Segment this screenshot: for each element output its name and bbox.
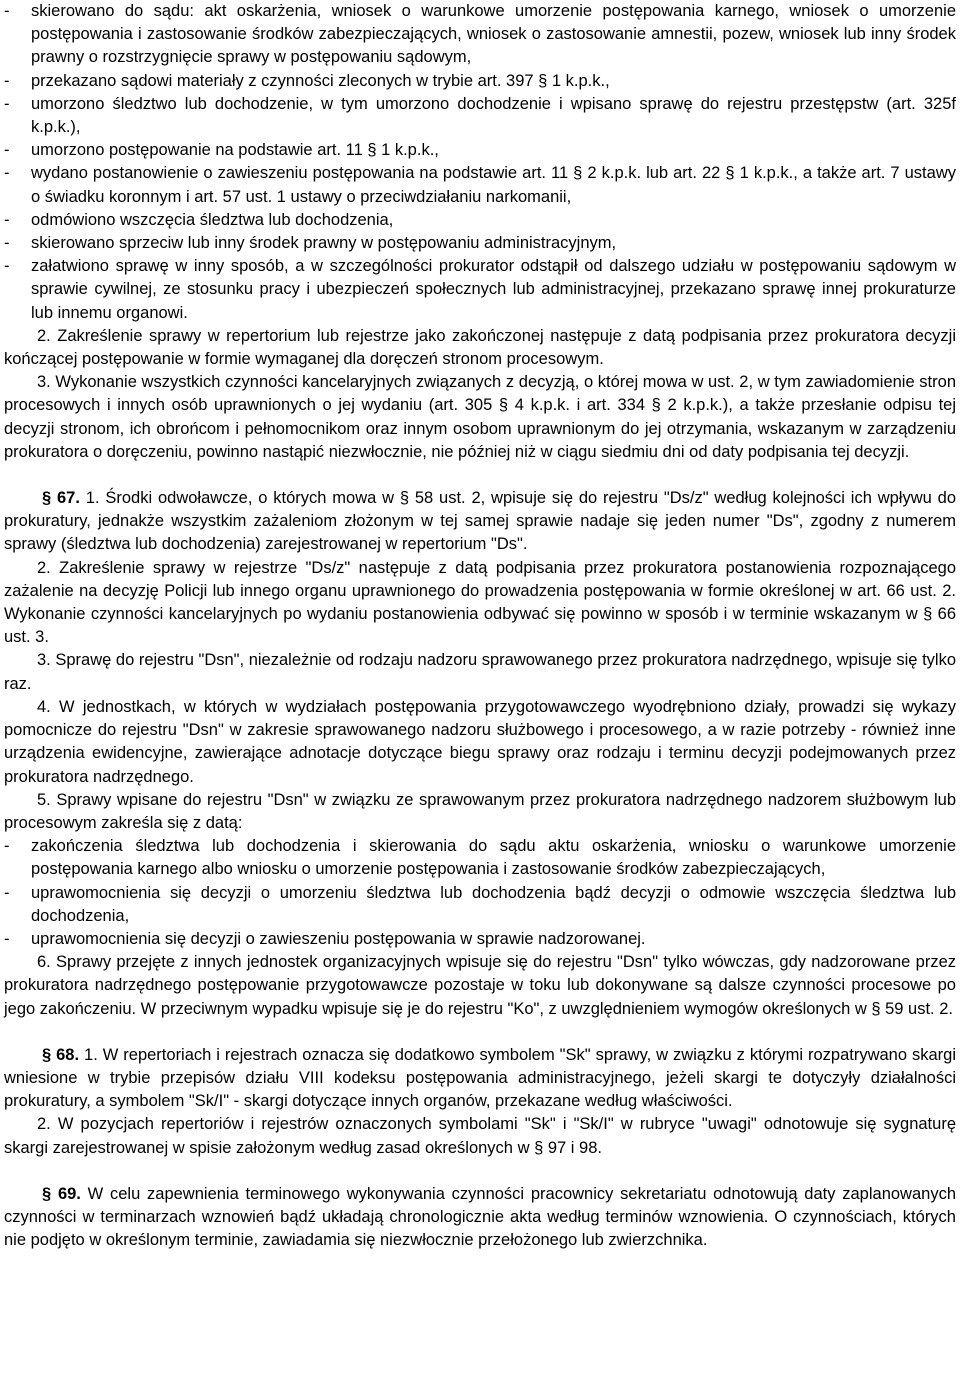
list-item-text: skierowano sprzeciw lub inny środek prawny w postępowaniu administracyjnym,	[31, 234, 617, 253]
paragraph-text: 1. Środki odwoławcze, o których mowa w § 58 ust. 2, wpisuje się do rejestru "Ds/z" według kolejności ich wpływu do prokuratury, jednakże wszystkim zażaleniom złożonym w tej samej sprawie nadaje się jeden numer "Ds", zgodny z numerem sprawy (śledztwa lub dochodzenia) zarejestrowanej w repertorium "Ds".	[4, 489, 956, 554]
section-69-paragraph-1	[4, 1183, 956, 1253]
list-item: - odmówiono wszczęcia śledztwa lub dochodzenia,	[4, 209, 956, 232]
section-number: § 69.	[42, 1184, 81, 1203]
list-item-text: odmówiono wszczęcia śledztwa lub dochodzenia,	[31, 210, 394, 229]
list-section-67	[4, 835, 956, 951]
list-item: - umorzono postępowanie na podstawie art. 11 § 1 k.p.k.,	[4, 139, 956, 162]
section-number: § 68.	[42, 1045, 80, 1064]
list-item: - uprawomocnienia się decyzji o zawieszeniu postępowania w sprawie nadzorowanej.	[4, 928, 956, 951]
section-67-paragraph-5: 5. Sprawy wpisane do rejestru "Dsn" w związku ze sprawowanym przez prokuratora nadrzędnego nadzorem służbowym lub procesowym zakreśla się z datą:	[4, 790, 956, 832]
paragraph-66-2: 2. Zakreślenie sprawy w repertorium lub rejestrze jako zakończonej następuje z datą podpisania przez prokuratora decyzji kończącej postępowanie w formie wymaganej dla doręczeń stronom procesowym.	[4, 326, 956, 369]
paragraph-text: W celu zapewnienia terminowego wykonywania czynności pracownicy sekretariatu odnotowują daty zaplanowanych czynności w terminarzach wznowień bądź układają chronologicznie akta według terminów wznowienia. O czynnościach, których nie podjęto w określonym terminie, zawiadamia się niezwłocznie przełożonego lub zwierzchnika.	[4, 1184, 956, 1250]
list-item: - zakończenia śledztwa lub dochodzenia i skierowania do sądu aktu oskarżenia, wniosku o warunkowe umorzenie postępowania karnego albo wniosku o umorzenie postępowania i zastosowanie środków zabezpieczających,	[4, 835, 956, 881]
list-item: - umorzono śledztwo lub dochodzenie, w tym umorzono dochodzenie i wpisano sprawę do rejestru przestępstw (art. 325f k.p.k.),	[4, 93, 956, 139]
list-item-text: wydano postanowienie o zawieszeniu postępowania na podstawie art. 11 § 2 k.p.k. lub art. 22 § 1 k.p.k., a także art. 7 ustawy o świadku koronnym i art. 57 ust. 1 ustawy o przeciwdziałaniu narkomanii,	[31, 164, 956, 206]
section-number: § 67.	[42, 489, 80, 508]
section-68-paragraph-2: 2. W pozycjach repertoriów i rejestrów oznaczonych symbolami "Sk" i "Sk/I" w rubryce "uwagi" odnotowuje się sygnaturę skargi zarejestrowanej w spisie założonym według zasad określonych w § 97 i 98.	[4, 1115, 956, 1157]
list-section-a	[4, 0, 956, 325]
list-item-text: uprawomocnienia się decyzji o umorzeniu śledztwa lub dochodzenia bądź decyzji o odmowie wszczęcia śledztwa lub dochodzenia,	[31, 883, 956, 925]
list-item-text: przekazano sądowi materiały z czynności zleconych w trybie art. 397 § 1 k.p.k.,	[31, 71, 610, 90]
list-item: - uprawomocnienia się decyzji o umorzeniu śledztwa lub dochodzenia bądź decyzji o odmowie wszczęcia śledztwa lub dochodzenia,	[4, 882, 956, 928]
list-item-text: zakończenia śledztwa lub dochodzenia i skierowania do sądu aktu oskarżenia, wniosku o warunkowe umorzenie postępowania karnego albo wniosku o umorzenie postępowania i zastosowanie środków zabezpieczających,	[31, 837, 956, 879]
list-item-text: załatwiono sprawę w inny sposób, a w szczególności prokurator odstąpił od dalszego udziału w postępowaniu sądowym w sprawie cywilnej, ze stosunku pracy i ubezpieczeń społecznych lub administracyjnej, przekazano sprawę innej prokuraturze lub innemu organowi.	[31, 257, 956, 322]
section-67-paragraph-1	[4, 487, 956, 557]
list-item: - skierowano sprzeciw lub inny środek prawny w postępowaniu administracyjnym,	[4, 232, 956, 255]
section-67-paragraph-4: 4. W jednostkach, w których w wydziałach postępowania przygotowawczego wyodrębniono działy, prowadzi się wykazy pomocnicze do rejestru "Dsn" w zakresie sprawowanego nadzoru służbowego i procesowego, a w razie potrzeby - również inne urządzenia ewidencyjne, zawierające adnotacje dotyczące biegu sprawy oraz rodzaju i terminu decyzji podejmowanych przez prokuratora nadrzędnego.	[4, 697, 956, 786]
section-67-paragraph-6: 6. Sprawy przejęte z innych jednostek organizacyjnych wpisuje się do rejestru "Dsn" tylko wówczas, gdy nadzorowane przez prokuratora nadrzędnego postępowanie przygotowawcze pozostaje w toku lub dokonywane są dalsze czynności procesowe po jego zakończeniu. W przeciwnym wypadku wpisuje się je do rejestru "Ko", z uwzględnieniem wymogów określonych w § 59 ust. 2.	[4, 953, 956, 1018]
list-item: - skierowano do sądu: akt oskarżenia, wniosek o warunkowe umorzenie postępowania karnego, wniosek o umorzenie postępowania i zastosowanie środków zabezpieczających, wniosek o zastosowanie amnestii, pozew, wniosek lub inny środek prawny o rozstrzygnięcie sprawy w postępowaniu sądowym,	[4, 0, 956, 70]
list-item-text: umorzono postępowanie na podstawie art. 11 § 1 k.p.k.,	[31, 141, 439, 160]
list-item: - załatwiono sprawę w inny sposób, a w szczególności prokurator odstąpił od dalszego udziału w postępowaniu sądowym w sprawie cywilnej, ze stosunku pracy i ubezpieczeń społecznych lub administracyjnej, przekazano sprawę innej prokuraturze lub innemu organowi.	[4, 255, 956, 325]
list-item-text: uprawomocnienia się decyzji o zawieszeniu postępowania w sprawie nadzorowanej.	[31, 929, 646, 948]
list-item-text: skierowano do sądu: akt oskarżenia, wniosek o warunkowe umorzenie postępowania karnego, wniosek o umorzenie postępowania i zastosowanie środków zabezpieczających, wniosek o zastosowanie amnestii, pozew, wniosek lub inny środek prawny o rozstrzygnięcie sprawy w postępowaniu sądowym,	[31, 2, 956, 67]
section-67-paragraph-2: 2. Zakreślenie sprawy w rejestrze "Ds/z" następuje z datą podpisania przez prokuratora postanowienia rozpoznającego zażalenie na decyzję Policji lub innego organu uprawnionego do prowadzenia postępowania w formie określonej w art. 66 ust. 2. Wykonanie czynności kancelaryjnych po wydaniu postanowienia odbywać się powinno w sposób i w terminie wskazanym w § 66 ust. 3.	[4, 558, 956, 647]
paragraph-66-3: 3. Wykonanie wszystkich czynności kancelaryjnych związanych z decyzją, o której mowa w ust. 2, w tym zawiadomienie stron procesowych i innych osób uprawnionych o jej wydaniu (art. 305 § 4 k.p.k. i art. 334 § 2 k.p.k.), a także przesłanie odpisu tej decyzji stronom, ich obrońcom i pełnomocnikom oraz innym osobom uprawnionym do jej otrzymania, wskazanym w zarządzeniu prokuratora o doręczeniu, powinno nastąpić niezwłocznie, nie później niż w ciągu siedmiu dni od daty podpisania tej decyzji.	[4, 373, 956, 461]
section-68-paragraph-1	[4, 1044, 956, 1114]
list-item-text: umorzono śledztwo lub dochodzenie, w tym umorzono dochodzenie i wpisano sprawę do rejestru przestępstw (art. 325f k.p.k.),	[31, 94, 956, 137]
paragraph-text: 1. W repertoriach i rejestrach oznacza się dodatkowo symbolem "Sk" sprawy, w związku z którymi rozpatrywano skargi wniesione w trybie przepisów działu VIII kodeksu postępowania administracyjnego, jeżeli skargi te dotyczyły działalności prokuratury, a symbolem "Sk/I" - skargi dotyczące innych organów, przekazane według właściwości.	[4, 1045, 956, 1111]
list-item: - wydano postanowienie o zawieszeniu postępowania na podstawie art. 11 § 2 k.p.k. lub art. 22 § 1 k.p.k., a także art. 7 ustawy o świadku koronnym i art. 57 ust. 1 ustawy o przeciwdziałaniu narkomanii,	[4, 162, 956, 208]
list-item: - przekazano sądowi materiały z czynności zleconych w trybie art. 397 § 1 k.p.k.,	[4, 70, 956, 93]
section-67-paragraph-3: 3. Sprawę do rejestru "Dsn", niezależnie od rodzaju nadzoru sprawowanego przez prokuratora nadrzędnego, wpisuje się tylko raz.	[4, 651, 956, 693]
